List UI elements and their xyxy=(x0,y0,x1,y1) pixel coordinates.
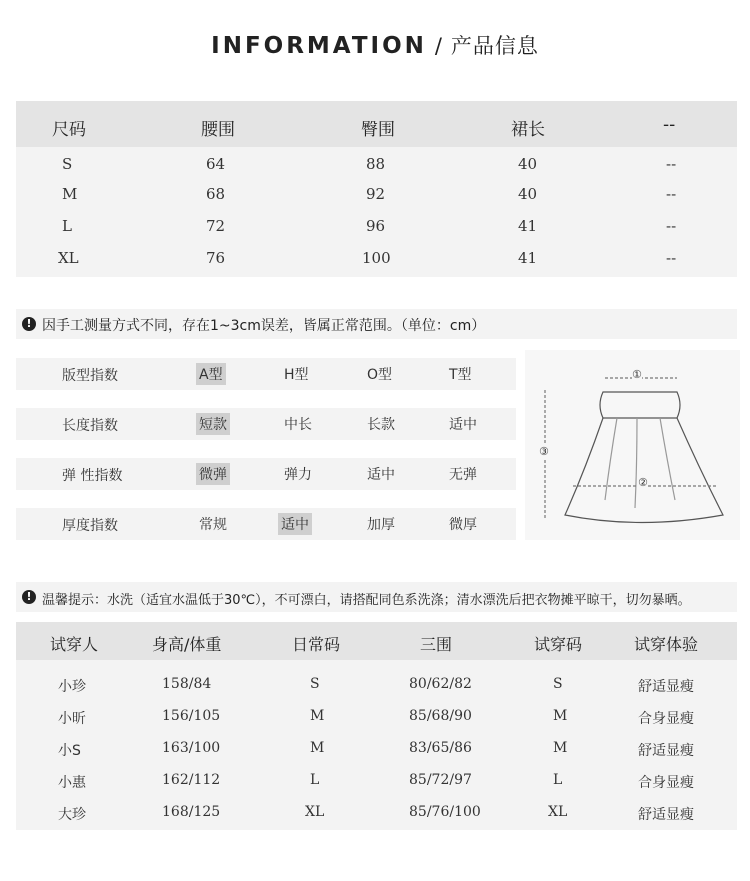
cell-extra: -- xyxy=(666,249,677,267)
alert-icon: ! xyxy=(22,590,36,604)
cell-tester: 小惠 xyxy=(58,775,86,791)
marker-2: ② xyxy=(638,476,648,489)
header-size: 尺码 xyxy=(52,120,86,140)
table-row xyxy=(16,766,737,796)
cell-hip: 96 xyxy=(366,217,386,235)
cell-trial-size: M xyxy=(553,708,568,724)
cell-length: 40 xyxy=(518,155,538,173)
index-option: 微厚 xyxy=(449,517,477,533)
cell-height-weight: 168/125 xyxy=(162,804,221,820)
page-title xyxy=(0,30,750,60)
header-length: 裙长 xyxy=(511,120,545,140)
index-option: 适中 xyxy=(367,467,395,483)
index-option: 加厚 xyxy=(367,517,395,533)
cell-experience: 舒适显瘦 xyxy=(638,743,694,759)
cell-extra: -- xyxy=(666,185,677,203)
index-label: 长度指数 xyxy=(62,418,118,434)
index-row-elasticity xyxy=(16,458,516,490)
index-option: 长款 xyxy=(367,417,395,433)
cell-measurements: 80/62/82 xyxy=(409,676,472,692)
cell-tester: 大珍 xyxy=(58,807,86,823)
cell-size: M xyxy=(62,185,78,203)
table-row xyxy=(16,243,737,273)
cell-height-weight: 156/105 xyxy=(162,708,221,724)
index-row-thickness xyxy=(16,508,516,540)
cell-height-weight: 163/100 xyxy=(162,740,221,756)
trial-table-body xyxy=(16,660,737,830)
index-option: 无弹 xyxy=(449,467,477,483)
marker-3: ③ xyxy=(539,445,549,458)
header-trial-size: 试穿码 xyxy=(534,635,583,654)
cell-length: 40 xyxy=(518,185,538,203)
size-table-body xyxy=(16,147,737,277)
cell-daily-size: XL xyxy=(305,804,325,820)
cell-height-weight: 162/112 xyxy=(162,772,221,788)
cell-experience: 舒适显瘦 xyxy=(638,679,694,695)
care-note xyxy=(16,582,737,612)
index-option: H型 xyxy=(284,367,309,383)
cell-experience: 合身显瘦 xyxy=(638,775,694,791)
index-option-selected: 短款 xyxy=(196,413,230,435)
index-option-selected: A型 xyxy=(196,363,226,385)
size-table xyxy=(16,101,737,277)
cell-size: L xyxy=(62,217,72,235)
header-hip: 臀围 xyxy=(361,120,395,140)
cell-daily-size: L xyxy=(310,772,320,788)
index-option: O型 xyxy=(367,367,393,383)
cell-trial-size: XL xyxy=(548,804,568,820)
size-table-header xyxy=(16,101,737,147)
table-row xyxy=(16,734,737,764)
cell-measurements: 83/65/86 xyxy=(409,740,472,756)
cell-daily-size: M xyxy=(310,740,325,756)
cell-size: S xyxy=(62,155,73,173)
index-option: 适中 xyxy=(449,417,477,433)
cell-waist: 72 xyxy=(206,217,226,235)
cell-waist: 76 xyxy=(206,249,226,267)
table-row xyxy=(16,798,737,828)
alert-icon: ! xyxy=(22,317,36,331)
cell-experience: 舒适显瘦 xyxy=(638,807,694,823)
header-measurements: 三围 xyxy=(420,635,453,654)
table-row xyxy=(16,211,737,241)
measurement-note xyxy=(16,309,737,339)
index-option: T型 xyxy=(449,367,472,383)
header-extra: -- xyxy=(663,115,676,135)
cell-size: XL xyxy=(58,249,79,267)
table-row xyxy=(16,149,737,179)
index-option: 弹力 xyxy=(284,467,312,483)
cell-measurements: 85/72/97 xyxy=(409,772,472,788)
cell-experience: 合身显瘦 xyxy=(638,711,694,727)
table-row xyxy=(16,702,737,732)
cell-hip: 100 xyxy=(362,249,391,267)
cell-extra: -- xyxy=(666,217,677,235)
cell-measurements: 85/68/90 xyxy=(409,708,472,724)
marker-1: ① xyxy=(632,368,642,381)
measurement-note-text: 因手工测量方式不同，存在1~3cm误差，皆属正常范围。（单位：cm） xyxy=(42,318,486,334)
index-label: 弹 性指数 xyxy=(62,468,123,484)
skirt-diagram xyxy=(525,350,740,540)
cell-waist: 64 xyxy=(206,155,226,173)
title-cn: 产品信息 xyxy=(450,34,539,58)
cell-height-weight: 158/84 xyxy=(162,676,212,692)
table-row xyxy=(16,670,737,700)
cell-measurements: 85/76/100 xyxy=(409,804,481,820)
cell-tester: 小S xyxy=(58,743,81,759)
header-experience: 试穿体验 xyxy=(634,635,699,654)
cell-daily-size: M xyxy=(310,708,325,724)
header-height-weight: 身高/体重 xyxy=(152,635,222,654)
cell-length: 41 xyxy=(518,249,538,267)
cell-daily-size: S xyxy=(310,676,320,692)
header-daily-size: 日常码 xyxy=(292,635,341,654)
index-option-selected: 微弹 xyxy=(196,463,230,485)
cell-hip: 92 xyxy=(366,185,386,203)
index-option: 中长 xyxy=(284,417,312,433)
index-label: 厚度指数 xyxy=(62,518,118,534)
index-option-selected: 适中 xyxy=(278,513,312,535)
cell-trial-size: S xyxy=(553,676,563,692)
cell-tester: 小珍 xyxy=(58,679,86,695)
trial-table xyxy=(16,622,737,830)
trial-table-header xyxy=(16,622,737,660)
title-sep: / xyxy=(434,34,443,58)
header-waist: 腰围 xyxy=(201,120,235,140)
index-row-length xyxy=(16,408,516,440)
table-row xyxy=(16,179,737,209)
cell-tester: 小昕 xyxy=(58,711,86,727)
cell-trial-size: L xyxy=(553,772,563,788)
cell-trial-size: M xyxy=(553,740,568,756)
care-note-text: 温馨提示：水洗（适宜水温低于30℃），不可漂白，请搭配同色系洗涤；清水漂洗后把衣物摊平晾干，切勿暴晒。 xyxy=(42,593,691,608)
cell-extra: -- xyxy=(666,155,677,173)
index-label: 版型指数 xyxy=(62,368,118,384)
index-option: 常规 xyxy=(199,517,227,533)
header-tester: 试穿人 xyxy=(50,635,99,654)
title-en: INFORMATION xyxy=(211,33,427,59)
cell-length: 41 xyxy=(518,217,538,235)
cell-hip: 88 xyxy=(366,155,386,173)
cell-waist: 68 xyxy=(206,185,226,203)
index-row-fit xyxy=(16,358,516,390)
